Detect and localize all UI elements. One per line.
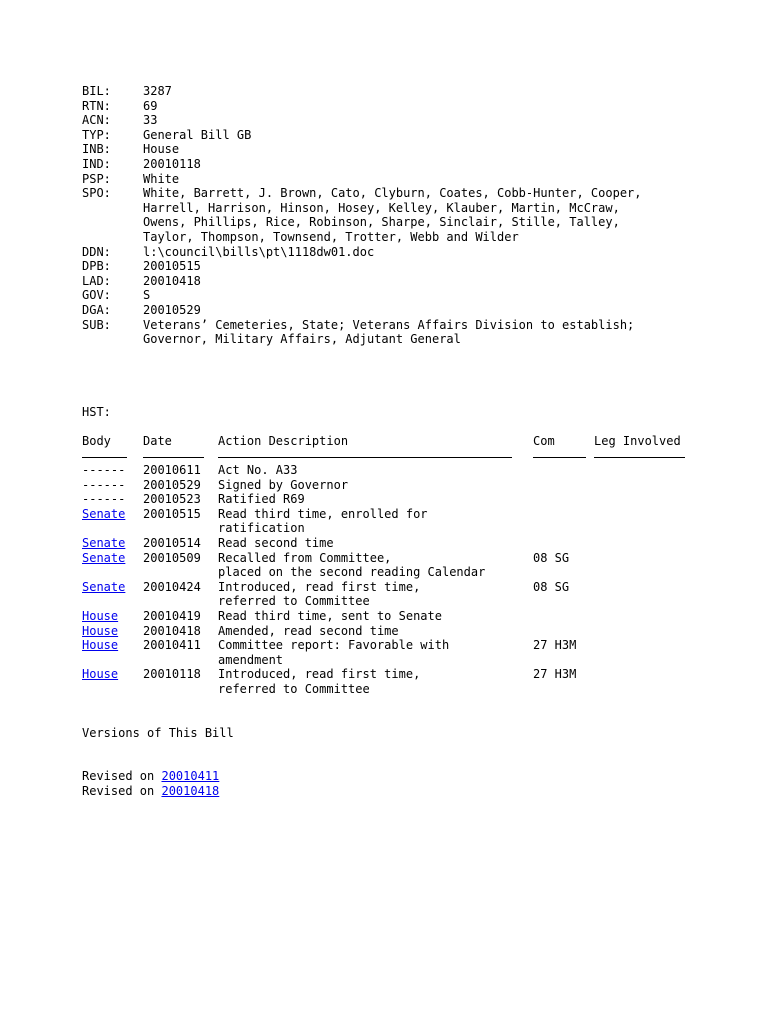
action-line: Introduced, read first time,	[218, 667, 421, 682]
field-row	[82, 318, 722, 347]
leg-cell	[594, 609, 694, 624]
field-row	[82, 259, 722, 274]
body-link[interactable]: House	[82, 667, 119, 682]
field-value-line: l:\council\bills\pt\1118dw01.doc	[143, 244, 375, 259]
action-cell	[218, 580, 533, 609]
body-cell: ------	[82, 463, 126, 478]
field-value-line: General Bill GB	[143, 127, 252, 142]
field-row	[82, 186, 722, 244]
com-cell	[533, 536, 594, 551]
field-value	[143, 128, 251, 143]
field-value-line: Taylor, Thompson, Townsend, Trotter, Webb and Wilder	[143, 229, 519, 244]
action-cell	[218, 667, 533, 696]
history-row	[82, 536, 722, 551]
date-cell: 20010118	[143, 667, 201, 682]
history-row	[82, 463, 722, 478]
field-value-line: 20010418	[143, 273, 201, 288]
action-line: amendment	[218, 652, 284, 667]
com-cell	[533, 624, 594, 639]
action-cell	[218, 492, 533, 507]
action-cell	[218, 609, 533, 624]
date-cell: 20010419	[143, 609, 201, 623]
action-cell	[218, 551, 533, 580]
action-cell	[218, 507, 533, 536]
field-label: RTN:	[82, 98, 111, 113]
field-row	[82, 113, 722, 128]
field-value	[143, 84, 172, 99]
field-label: DDN:	[82, 244, 111, 259]
action-line: Committee report: Favorable with	[218, 638, 450, 653]
history-row	[82, 492, 722, 507]
history-row	[82, 667, 722, 696]
leg-cell	[594, 507, 694, 536]
leg-cell	[594, 580, 694, 609]
field-row	[82, 274, 722, 289]
action-line: Ratified R69	[218, 492, 305, 507]
field-value-line: White	[143, 171, 180, 186]
history-header-row	[82, 434, 722, 449]
field-label: SUB:	[82, 317, 111, 332]
field-label: TYP:	[82, 127, 111, 142]
header-date: Date	[143, 433, 172, 448]
history-row	[82, 609, 722, 624]
body-cell: ------	[82, 492, 126, 507]
field-value-line: Harrell, Harrison, Hinson, Hosey, Kelley, Klauber, Martin, McCraw,	[143, 200, 620, 215]
history-row	[82, 507, 722, 536]
bill-fields	[82, 84, 722, 347]
field-row	[82, 303, 722, 318]
body-cell	[82, 580, 143, 609]
field-value	[143, 157, 201, 172]
body-link[interactable]: House	[82, 623, 119, 638]
leg-cell	[594, 463, 694, 478]
leg-cell	[594, 536, 694, 551]
history-table	[82, 434, 722, 697]
action-cell	[218, 536, 533, 551]
field-value	[143, 245, 374, 260]
leg-cell	[594, 624, 694, 639]
field-label: INB:	[82, 142, 111, 157]
bill-page	[82, 84, 722, 798]
field-value-line: White, Barrett, J. Brown, Cato, Clyburn, Coates, Cobb-Hunter, Cooper,	[143, 186, 642, 201]
field-row	[82, 99, 722, 114]
field-label: IND:	[82, 156, 111, 171]
body-link[interactable]: Senate	[82, 550, 126, 565]
com-cell: 08 SG	[533, 550, 570, 565]
com-cell	[533, 492, 594, 507]
field-row	[82, 245, 722, 260]
field-value	[143, 142, 179, 157]
action-cell	[218, 638, 533, 667]
com-cell	[533, 507, 594, 536]
action-line: placed on the second reading Calendar	[218, 565, 486, 580]
date-cell: 20010611	[143, 463, 201, 478]
action-line: referred to Committee	[218, 681, 370, 696]
rule-body	[82, 457, 127, 458]
action-line: Read third time, sent to Senate	[218, 609, 442, 623]
rule-date	[143, 457, 204, 458]
field-label: BIL:	[82, 84, 111, 98]
action-line: Read third time, enrolled for	[218, 506, 428, 521]
header-rules	[82, 448, 722, 463]
field-value-line: 20010529	[143, 302, 201, 317]
header-com: Com	[533, 433, 555, 448]
field-row	[82, 142, 722, 157]
action-cell	[218, 463, 533, 478]
field-label: PSP:	[82, 171, 111, 186]
field-row	[82, 84, 722, 99]
version-prefix: Revised on	[82, 769, 162, 784]
action-line: Read second time	[218, 536, 334, 551]
field-label: ACN:	[82, 113, 111, 128]
com-cell: 27 H3M	[533, 638, 577, 653]
date-cell: 20010514	[143, 536, 201, 551]
action-cell	[218, 624, 533, 639]
body-cell	[82, 624, 143, 639]
com-cell	[533, 463, 594, 478]
field-value	[143, 274, 201, 289]
field-label: DGA:	[82, 302, 111, 317]
field-value	[143, 259, 201, 274]
version-item	[82, 784, 722, 799]
field-label: GOV:	[82, 288, 111, 303]
action-cell	[218, 478, 533, 493]
history-row	[82, 478, 722, 493]
leg-cell	[594, 478, 694, 493]
field-value-line: S	[143, 288, 151, 303]
field-value-line: 33	[143, 113, 158, 128]
leg-cell	[594, 551, 694, 580]
version-link[interactable]: 20010411	[161, 769, 220, 784]
field-row	[82, 172, 722, 187]
field-value-line: 20010515	[143, 259, 201, 274]
field-value	[143, 288, 150, 303]
field-row	[82, 288, 722, 303]
field-row	[82, 157, 722, 172]
history-label: HST:	[82, 404, 111, 419]
field-value	[143, 113, 157, 128]
field-value	[143, 186, 642, 244]
action-line: Introduced, read first time,	[218, 579, 421, 594]
history-row	[82, 580, 722, 609]
date-cell: 20010418	[143, 623, 201, 638]
leg-cell	[594, 492, 694, 507]
header-leg: Leg Involved	[594, 433, 681, 448]
history-rows	[82, 463, 722, 697]
leg-cell	[594, 667, 694, 696]
body-cell: ------	[82, 477, 126, 492]
action-line: Amended, read second time	[218, 623, 399, 638]
version-item	[82, 769, 722, 784]
body-cell	[82, 507, 143, 536]
field-value-line: Owens, Phillips, Rice, Robinson, Sharpe, Sinclair, Stille, Talley,	[143, 215, 620, 230]
field-value	[143, 318, 634, 347]
action-line: ratification	[218, 521, 305, 536]
com-cell: 27 H3M	[533, 667, 577, 682]
field-label: SPO:	[82, 186, 111, 201]
body-link[interactable]: Senate	[82, 579, 126, 594]
field-value	[143, 99, 157, 114]
rule-leg	[594, 457, 685, 458]
com-cell	[533, 609, 594, 624]
body-cell	[82, 536, 143, 551]
date-cell: 20010509	[143, 550, 201, 565]
field-value	[143, 172, 179, 187]
field-label: LAD:	[82, 273, 111, 288]
field-row	[82, 128, 722, 143]
leg-cell	[594, 638, 694, 667]
history-row	[82, 638, 722, 667]
body-cell	[82, 551, 143, 580]
field-value-line: House	[143, 142, 180, 157]
versions-heading: Versions of This Bill	[82, 725, 234, 740]
body-link[interactable]: House	[82, 609, 119, 623]
body-cell	[82, 609, 143, 624]
header-action: Action Description	[218, 433, 349, 448]
field-value-line: 20010118	[143, 156, 201, 171]
action-line: Recalled from Committee,	[218, 550, 392, 565]
history-row	[82, 551, 722, 580]
action-line: Signed by Governor	[218, 477, 349, 492]
date-cell: 20010523	[143, 492, 201, 507]
body-link[interactable]: House	[82, 638, 119, 653]
field-value	[143, 303, 201, 318]
com-cell: 08 SG	[533, 579, 570, 594]
history-row	[82, 624, 722, 639]
field-value-line: Veterans’ Cemeteries, State; Veterans Affairs Division to establish;	[143, 317, 635, 332]
field-value-line: Governor, Military Affairs, Adjutant General	[143, 332, 461, 347]
version-prefix: Revised on	[82, 783, 162, 798]
field-label: DPB:	[82, 259, 111, 274]
body-link[interactable]: Senate	[82, 506, 126, 521]
versions-list	[82, 769, 722, 798]
action-line: Act No. A33	[218, 463, 298, 478]
date-cell: 20010515	[143, 506, 201, 521]
body-link[interactable]: Senate	[82, 536, 126, 551]
body-cell	[82, 638, 143, 667]
rule-action	[218, 457, 512, 458]
com-cell	[533, 478, 594, 493]
header-body: Body	[82, 433, 111, 448]
field-value-line: 3287	[143, 84, 172, 98]
date-cell: 20010411	[143, 638, 201, 653]
field-value-line: 69	[143, 98, 158, 113]
body-cell	[82, 667, 143, 696]
action-line: referred to Committee	[218, 594, 370, 609]
date-cell: 20010529	[143, 477, 201, 492]
date-cell: 20010424	[143, 579, 201, 594]
version-link[interactable]: 20010418	[161, 783, 220, 798]
rule-com	[533, 457, 586, 458]
